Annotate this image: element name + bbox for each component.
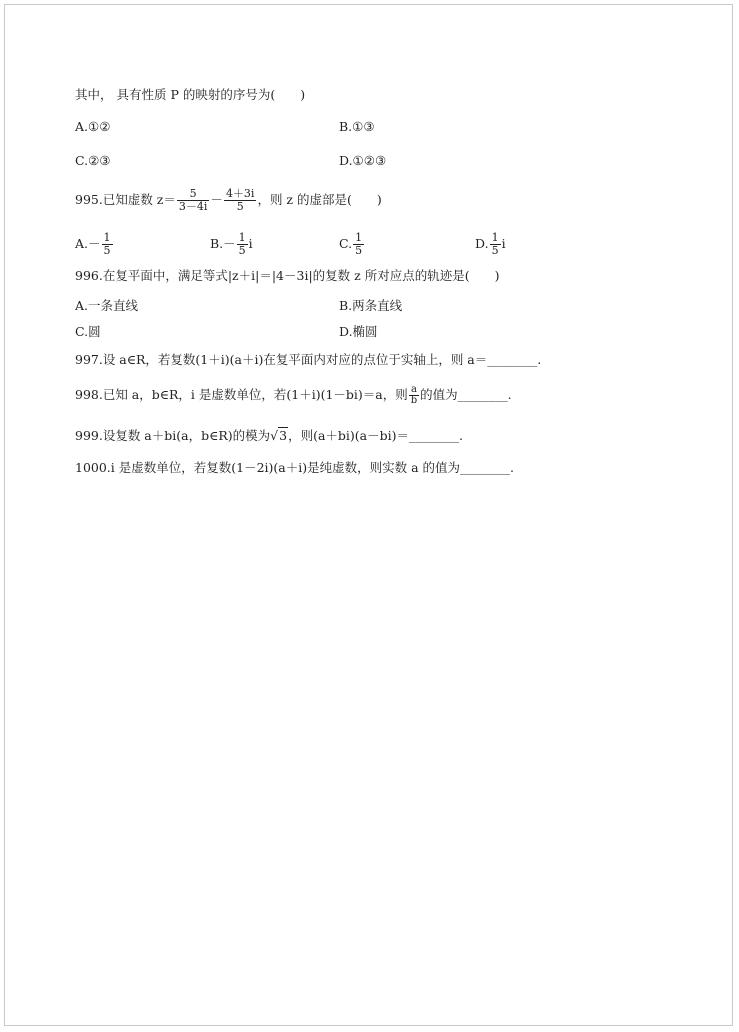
q995-option-b: B.－ $\frac{1}{5}$ i bbox=[210, 231, 253, 257]
q994-option-c: C.②③ bbox=[75, 153, 111, 168]
q996-option-d: D.椭圆 bbox=[339, 324, 378, 339]
q995-stem: 995.已知虚数 z＝ $\frac{5}{3-4i}$ － $\frac{4+3i}{5}$ ，则 z 的虚部是( ) bbox=[75, 187, 382, 213]
q994-stem: 其中， 具有性质 P 的映射的序号为( ) bbox=[75, 87, 306, 102]
q995-option-c: C. $\frac{1}{5}$ bbox=[339, 231, 363, 257]
q995-fraction-2: $\frac{4+3i}{5}$ bbox=[225, 187, 255, 213]
q995-fraction-1: $\frac{5}{3-4i}$ bbox=[178, 187, 208, 213]
q997-stem: 997.设 a∈R，若复数(1＋i)(a＋i)在复平面内对应的点位于实轴上，则 a＝________. bbox=[75, 352, 542, 367]
q995-option-a: A.－ $\frac{1}{5}$ bbox=[75, 231, 111, 257]
q995-option-d: D. $\frac{1}{5}$ i bbox=[475, 231, 506, 257]
q994-option-d: D.①②③ bbox=[339, 153, 387, 168]
document-page bbox=[4, 4, 733, 1026]
q996-option-a: A.一条直线 bbox=[75, 298, 139, 313]
q996-option-c: C.圆 bbox=[75, 324, 101, 339]
q995-tail: ，则 z 的虚部是( ) bbox=[257, 192, 382, 207]
q1000-stem: 1000.i 是虚数单位，若复数(1－2i)(a＋i)是纯虚数，则实数 a 的值为________. bbox=[75, 460, 514, 475]
q998-stem: 998.已知 a，b∈R，i 是虚数单位，若(1＋i)(1－bi)＝a，则 $\frac{a}{b}$ 的值为________. bbox=[75, 384, 512, 406]
q995-lead: 995.已知虚数 z＝ bbox=[75, 192, 176, 207]
q994-option-b: B.①③ bbox=[339, 119, 375, 134]
q996-stem: 996.在复平面中，满足等式|z＋i|＝|4－3i|的复数 z 所对应点的轨迹是( ) bbox=[75, 268, 500, 283]
q999-stem: 999.设复数 a＋bi(a，b∈R)的模为√3，则(a＋bi)(a－bi)＝________. bbox=[75, 428, 463, 443]
q998-fraction: $\frac{a}{b}$ bbox=[410, 384, 418, 406]
q996-option-b: B.两条直线 bbox=[339, 298, 403, 313]
q994-option-a: A.①② bbox=[75, 119, 111, 134]
q999-sqrt: √3 bbox=[270, 428, 288, 443]
